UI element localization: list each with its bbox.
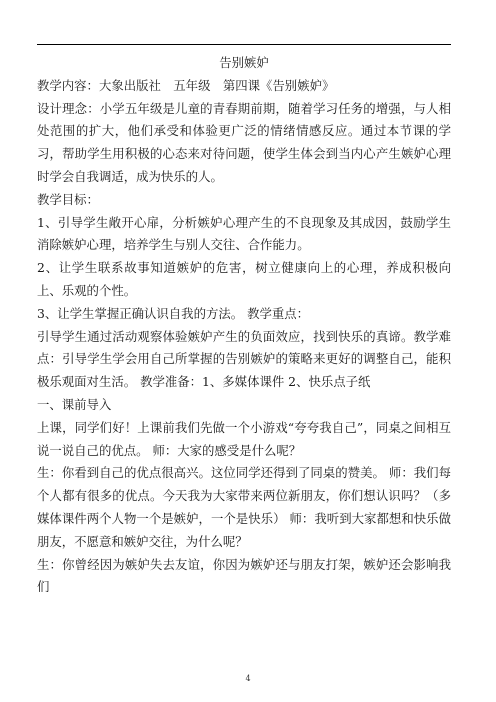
paragraph-student-teacher-dialogue: 生：你看到自己的优点很高兴。这位同学还得到了同桌的赞美。 师：我们每个人都有很多的优点。今天我为大家带来两位新朋友，你们想认识吗？（多媒体课件两个人物一个是嫉妒，一个是快乐） 师：我听到大家都想和快乐做朋友，不愿意和嫉妒交往，为什么呢？ xyxy=(37,465,451,549)
paragraph-goal-3: 3、让学生掌握正确认识自我的方法。 教学重点： xyxy=(37,305,310,321)
paragraph-teaching-content: 教学内容：大象出版社 五年级 第四课《告别嫉妒》 xyxy=(37,77,335,93)
paragraph-goal-1: 1、引导学生敞开心扉，分析嫉妒心理产生的不良现象及其成因，鼓励学生消除嫉妒心理，培养学生与别人交往、合作能力。 xyxy=(37,214,451,253)
document-title: 告别嫉妒 xyxy=(219,55,269,70)
document-body xyxy=(37,52,451,599)
page-number: 4 xyxy=(245,674,251,683)
paragraph-goal-2: 2、让学生联系故事知道嫉妒的危害，树立健康向上的心理，养成积极向上、乐观的个性。 xyxy=(37,260,451,298)
header-rule xyxy=(37,44,451,45)
paragraph-student-response: 生：你曾经因为嫉妒失去友谊，你因为嫉妒还与朋友打架，嫉妒还会影响我们 xyxy=(37,556,451,595)
heading-teaching-goals: 教学目标： xyxy=(37,191,99,207)
paragraph-focus-difficulty: 引导学生通过活动观察体验嫉妒产生的负面效应，找到快乐的真谛。教学难点：引导学生学会用自己所掌握的告别嫉妒的策略来更好的调整自己，能积极乐观面对生活。 教学准备：1、多媒体课件 2、快乐点子纸 xyxy=(37,328,451,390)
heading-section-1: 一、课前导入 xyxy=(37,396,112,412)
paragraph-design-concept: 设计理念：小学五年级是儿童的青春期前期，随着学习任务的增强，与人相处范围的扩大，他们承受和体验更广泛的情绪情感反应。通过本节课的学习，帮助学生用积极的心态来对待问题，使学生体会到当内心产生嫉妒心理时学会自我调适，成为快乐的人。 xyxy=(37,100,451,184)
paragraph-intro-game: 上课，同学们好！上课前我们先做一个小游戏“夸夸我自己”，同桌之间相互说一说自己的优点。 师：大家的感受是什么呢？ xyxy=(37,419,451,458)
